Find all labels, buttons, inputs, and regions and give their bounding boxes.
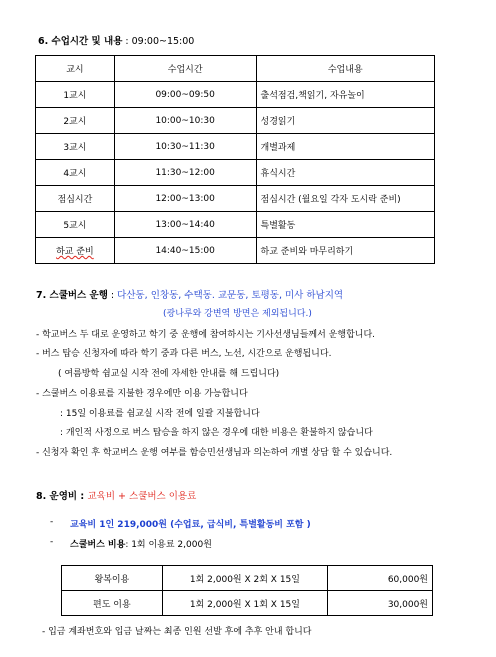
bus-fee-line <box>70 537 212 550</box>
time-cell: 13:00~14:40 <box>114 212 256 238</box>
payment-notice: - 입금 계좌번호와 입금 날짜는 최종 인원 선발 후에 추후 안내 합니다 <box>42 627 312 637</box>
table-row <box>36 238 435 264</box>
table-row <box>62 591 433 616</box>
table-row <box>36 108 435 134</box>
bus-info-line: : 개인적 사정으로 버스 탑승을 하지 않은 경우에 대한 비용은 환불하지 않습니다 <box>60 428 373 438</box>
bus-fee-table <box>61 565 433 616</box>
schedule-header-row <box>36 56 435 82</box>
content-cell: 성경읽기 <box>256 108 434 134</box>
fee-amount-cell: 60,000원 <box>328 566 433 591</box>
section8-title-bold: 8. 운영비 : <box>36 491 88 502</box>
bus-dash: - <box>50 537 54 547</box>
period-cell: 2교시 <box>36 108 115 134</box>
period-cell: 3교시 <box>36 134 115 160</box>
section6-title <box>38 33 194 47</box>
content-cell: 휴식시간 <box>256 160 434 186</box>
content-cell: 점심시간 (월요일 각자 도시락 준비) <box>256 186 434 212</box>
section7-title-bold: 7. 스쿨버스 운행 <box>36 290 108 301</box>
fee-calc-cell: 1회 2,000원 X 2회 X 15일 <box>162 566 328 591</box>
period-cell: 4교시 <box>36 160 115 186</box>
fee-calc-cell: 1회 2,000원 X 1회 X 15일 <box>162 591 328 616</box>
section6-title-bold: 6. 수업시간 및 내용 <box>38 36 123 47</box>
header-period: 교시 <box>36 56 115 82</box>
header-time: 수업시간 <box>114 56 256 82</box>
bus-info-line: - 학교버스 두 대로 운영하고 학기 중 운행에 참여하시는 기사선생님들께서 운행합니다. <box>36 330 376 340</box>
bus-info-line: - 버스 탑승 신청자에 따라 학기 중과 다른 버스, 노선, 시간으로 운행됩니다. <box>36 349 332 359</box>
period-cell <box>36 238 115 264</box>
section7-title <box>36 287 343 301</box>
table-row <box>62 566 433 591</box>
time-cell: 10:00~10:30 <box>114 108 256 134</box>
content-cell: 출석점검,책읽기, 자유놀이 <box>256 82 434 108</box>
header-content: 수업내용 <box>256 56 434 82</box>
table-row <box>36 82 435 108</box>
schedule-table <box>35 55 435 264</box>
fee-dash: - <box>50 517 54 527</box>
time-cell: 09:00~09:50 <box>114 82 256 108</box>
bus-areas: 다산동, 인창동, 수택동. 교문동, 토평동, 미사 하남지역 <box>117 290 344 301</box>
content-cell: 특별활동 <box>256 212 434 238</box>
time-cell: 12:00~13:00 <box>114 186 256 212</box>
table-row <box>36 186 435 212</box>
time-cell: 11:30~12:00 <box>114 160 256 186</box>
period-text: 하교 준비 <box>56 247 94 257</box>
content-cell: 개별과제 <box>256 134 434 160</box>
table-row <box>36 134 435 160</box>
section8-title <box>36 488 196 502</box>
section7-title-colon: : <box>107 290 118 301</box>
bus-fee-value: : 1회 이용료 2,000원 <box>125 540 212 550</box>
table-row <box>36 160 435 186</box>
bus-info-line: : 15일 이용료를 쉼교실 시작 전에 일괄 지불합니다 <box>60 409 260 419</box>
section6-title-time: : 09:00~15:00 <box>122 36 195 47</box>
tuition-fee-line: 교육비 1인 219,000원 (수업료, 급식비, 특별활동비 포함 ) <box>70 520 311 530</box>
period-cell: 점심시간 <box>36 186 115 212</box>
section8-title-red: 교육비 + 스쿨버스 이용료 <box>87 491 197 502</box>
bus-info-line: ( 여름방학 쉼교실 시작 전에 자세한 안내를 해 드립니다) <box>58 369 280 379</box>
table-row <box>36 212 435 238</box>
bus-info-line: - 신청자 확인 후 학교버스 운행 여부를 함승민선생님과 의논하여 개별 상담 할 수 있습니다. <box>36 448 393 458</box>
bus-fee-label: 스쿨버스 비용 <box>70 540 126 550</box>
time-cell: 10:30~11:30 <box>114 134 256 160</box>
fee-amount-cell: 30,000원 <box>328 591 433 616</box>
period-cell: 1교시 <box>36 82 115 108</box>
period-cell: 5교시 <box>36 212 115 238</box>
fee-type-cell: 왕복이용 <box>62 566 163 591</box>
time-cell: 14:40~15:00 <box>114 238 256 264</box>
bus-info-line: - 스쿨버스 이용료를 지불한 경우에만 이용 가능합니다 <box>36 389 248 399</box>
content-cell: 하교 준비와 마무리하기 <box>256 238 434 264</box>
fee-type-cell: 편도 이용 <box>62 591 163 616</box>
bus-areas-note: (광나루와 강변역 방면은 제외됩니다.) <box>163 309 312 319</box>
